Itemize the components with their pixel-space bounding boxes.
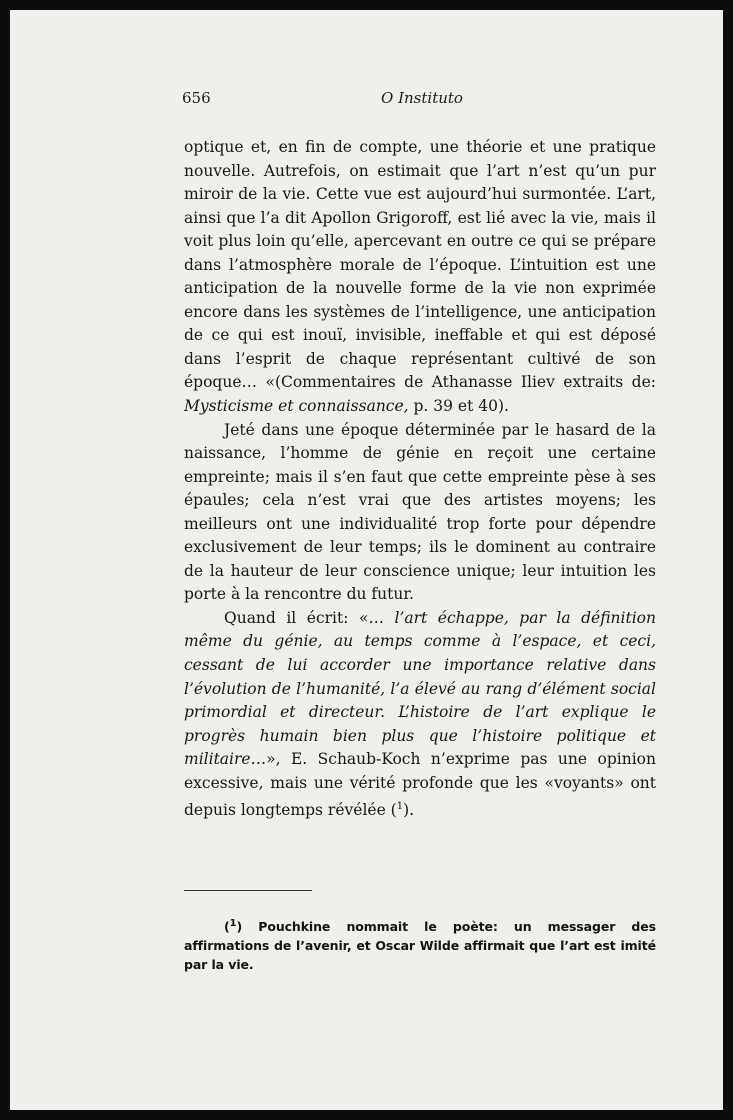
footnote-marker: 1 (229, 918, 237, 929)
paragraph-3-end: ). (403, 801, 415, 820)
quotation: l’art échappe, par la définition même du génie, au temps comme à l’espace, et ceci, cessant de lui accorder une importance relative dans l’évolution de l’humanité, l’a élevé au rang d’élément social primordial et directeur. L’histoire de l’art explique le progrès humain bien plus que l’histoire politique et militaire… (184, 608, 656, 769)
paragraph-3-text: », E. Schaub-Koch n’exprime pas une opinion excessive, mais une vérité profonde que les «voyants» ont depuis longtemps révélée ( (184, 750, 656, 820)
page-number: 656 (182, 89, 211, 107)
paragraph-1 (184, 136, 656, 419)
book-title: Mysticisme et connaissance, (184, 397, 409, 416)
footnote-divider (184, 890, 312, 891)
paragraph-2: Jeté dans une époque déterminée par le hasard de la naissance, l’homme de génie en reçoit une certaine empreinte; mais il s’en faut que cette empreinte pèse à ses épaules; cela n’est vrai que des artistes moyens; les meilleurs ont une individualité trop forte pour dépendre exclusivement de leur temps; ils le dominent au contraire de la hauteur de leur conscience unique; leur intuition les porte à la rencontre du futur. (184, 420, 656, 604)
footnote-reference: 1 (396, 801, 404, 813)
body-text (184, 136, 656, 823)
book-page (10, 10, 723, 1110)
running-title: O Instituto (381, 89, 463, 107)
paragraph-3 (184, 607, 656, 823)
page-header (182, 89, 654, 113)
paragraph-1-end: p. 39 et 40). (408, 397, 509, 416)
footnote-text: Pouchkine nommait le poète: un messager des affirmations de l’avenir, et Oscar Wilde affirmait que l’art est imité par la vie. (184, 919, 656, 973)
paragraph-1-text: optique et, en fin de compte, une théorie et une pratique nouvelle. Autrefois, on estimait que l’art n’est qu’un pur miroir de la vie. Cette vue est aujourd’hui surmontée. L’art, ainsi que l’a dit Apollon Grigoroff, est lié avec la vie, mais il voit plus loin qu’elle, apercevant en outre ce qui se prépare dans l’atmosphère morale de l’époque. L’intuition est une anticipation de la nouvelle forme de la vie non exprimée encore dans les systèmes de l’intelligence, une anticipation de ce qui est inouï, invisible, ineffable et qui est déposé dans l’esprit de chaque représentant cultivé de son époque… «(Commentaires de Athanasse Iliev extraits de: (184, 138, 656, 392)
paragraph-3-intro: Quand il écrit: «… (224, 608, 395, 627)
footnote: ($^1$) Pouchkine nommait le poète: un messager des affirmations de l’avenir, et Oscar Wilde affirmait que l’art est imité par la vie. (184, 918, 656, 973)
